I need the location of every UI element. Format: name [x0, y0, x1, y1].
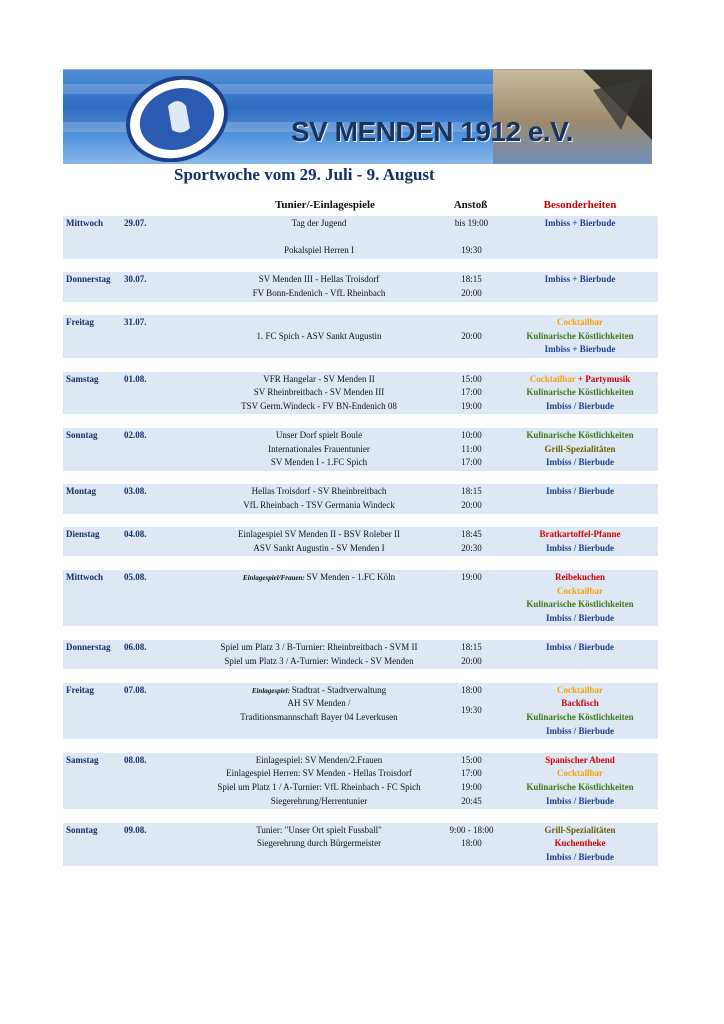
extra-item: Kulinarische Köstlichkeiten: [526, 782, 634, 792]
match-cell: [190, 287, 448, 301]
kickoff-time: 18:00: [461, 838, 482, 849]
match-text: Tag der Jugend: [291, 218, 347, 228]
date-label: 05.08.: [124, 572, 147, 582]
kickoff-time: 15:00: [461, 754, 482, 765]
date-label: 04.08.: [124, 529, 147, 540]
extra-item: Imbiss / Bierbude: [545, 725, 614, 736]
extra-cell: [500, 429, 660, 443]
extra-cell: [500, 585, 660, 599]
extra-item: Kulinarische Köstlichkeiten: [526, 387, 634, 398]
extra-item: Imbiss / Bierbude: [545, 795, 614, 806]
match-cell: [190, 443, 448, 457]
extra-item: Cocktailbar: [557, 768, 603, 779]
match-prefix: Einlagespiel:: [251, 686, 292, 695]
extra-cell: [500, 767, 660, 781]
match-text: SV Menden I - 1.FC Spich: [270, 457, 368, 468]
match-cell: [190, 641, 448, 655]
extra-item: Kuchentheke: [554, 838, 606, 849]
match-text: SV Menden - 1.FC Köln: [306, 572, 396, 582]
date-label: 09.08.: [124, 824, 147, 835]
kickoff-time: 11:00: [461, 443, 482, 454]
extra-cell: [500, 684, 660, 698]
extra-cell: [500, 456, 660, 470]
day-label: Samstag: [66, 373, 99, 384]
extra-cell: [500, 316, 660, 330]
match-text: TSV Germ.Windeck - FV BN-Endenich 08: [241, 400, 397, 411]
page-title: Sportwoche vom 29. Juli - 9. August: [174, 165, 435, 184]
kickoff-time: 19:30: [461, 705, 482, 716]
match-text: 1. FC Spich - ASV Sankt Augustin: [256, 330, 382, 341]
extra-item: Grill-Spezialitäten: [544, 443, 616, 454]
match-text: Spiel um Platz 1 / A-Turnier: VfL Rheinbach - FC Spich: [217, 782, 421, 792]
date-label: 30.07.: [124, 274, 147, 285]
extra-cell: [500, 754, 660, 768]
column-header-extras: Besonderheiten: [543, 199, 617, 211]
match-cell: [190, 754, 448, 768]
extra-cell: [500, 443, 660, 457]
match-text: VfL Rheinbach - TSV Germania Windeck: [243, 500, 395, 510]
date-label: 01.08.: [124, 373, 147, 384]
kickoff-time: 19:30: [461, 245, 482, 256]
extra-item: Imbiss / Bierbude: [545, 400, 614, 411]
match-cell: [190, 571, 448, 586]
match-text: Spiel um Platz 3 / B-Turnier: Rheinbreitbach - SVM II: [220, 642, 418, 652]
extra-item: Partymusik: [585, 373, 631, 384]
date-label: 02.08.: [124, 430, 147, 440]
extra-item: Imbiss / Bierbude: [545, 852, 614, 862]
match-cell: [190, 781, 448, 795]
date-label: 06.08.: [124, 642, 147, 652]
match-cell: [190, 684, 448, 699]
day-label: Dienstag: [66, 529, 100, 540]
match-cell: [190, 456, 448, 470]
match-cell: [190, 400, 448, 414]
kickoff-time: 19:00: [461, 572, 482, 582]
match-cell: [190, 499, 448, 513]
extra-cell: [500, 343, 660, 357]
match-cell: [190, 330, 448, 344]
kickoff-time: 19:00: [461, 782, 482, 792]
kickoff-time: 19:00: [461, 400, 482, 411]
extra-item: Kulinarische Köstlichkeiten: [526, 430, 634, 440]
extra-cell: [500, 373, 660, 387]
extra-cell: [500, 598, 660, 612]
extra-item: Cocktailbar: [557, 684, 603, 695]
extra-cell: [500, 697, 660, 711]
kickoff-time: 18:00: [461, 684, 482, 695]
extra-item: Imbiss / Bierbude: [545, 612, 614, 623]
match-text: Einlagespiel SV Menden II - BSV Roleber II: [238, 529, 400, 540]
day-label: Donnerstag: [66, 274, 111, 285]
extra-cell: [500, 485, 660, 499]
match-text: Siegerehrung durch Bürgermeister: [256, 838, 382, 849]
club-name: SV MENDEN 1912 e.V.: [291, 116, 574, 147]
extra-item: Kulinarische Köstlichkeiten: [526, 712, 634, 722]
extra-item: Imbiss / Bierbude: [545, 486, 614, 497]
match-text: Traditionsmannschaft Bayer 04 Leverkusen: [240, 712, 398, 722]
date-label: 29.07.: [124, 218, 147, 228]
match-text: AH SV Menden /: [287, 698, 351, 709]
extra-cell: [500, 837, 660, 851]
extra-cell: [500, 400, 660, 414]
extra-cell: [500, 386, 660, 400]
kickoff-time: 18:45: [461, 529, 482, 540]
kickoff-time: bis 19:00: [454, 218, 489, 228]
kickoff-time: 20:00: [461, 288, 482, 298]
match-text: VFR Hangelar - SV Menden II: [263, 373, 375, 384]
extra-cell: [500, 781, 660, 795]
kickoff-time: 10:00: [461, 430, 482, 440]
extra-cell: [500, 795, 660, 809]
kickoff-time: 18:15: [461, 642, 482, 652]
kickoff-time: 17:00: [461, 457, 482, 468]
extra-item: Backfisch: [561, 698, 599, 709]
match-text: Einlagespiel: SV Menden/2.Frauen: [255, 754, 383, 765]
kickoff-time: 20:00: [461, 330, 482, 341]
extra-item: Cocktailbar: [529, 373, 576, 384]
match-cell: [190, 697, 448, 711]
day-label: Sonntag: [66, 430, 98, 440]
match-cell: [190, 386, 448, 400]
match-prefix: Einlagespiel/Frauen:: [242, 574, 307, 582]
extra-item: Reibekuchen: [554, 572, 605, 582]
match-cell: [190, 795, 448, 809]
match-text: FV Bonn-Endenich - VfL Rheinbach: [252, 288, 386, 298]
extra-cell: [500, 824, 660, 838]
match-text: Stadtrat - Stadtverwaltung: [291, 684, 387, 695]
match-cell: [190, 429, 448, 443]
match-text: Unser Dorf spielt Boule: [275, 430, 363, 440]
kickoff-time: 20:00: [461, 655, 482, 666]
extra-item: Imbiss / Bierbude: [545, 542, 614, 553]
date-label: 03.08.: [124, 486, 147, 497]
kickoff-time: 18:15: [461, 486, 482, 497]
date-label: 08.08.: [124, 754, 147, 765]
match-cell: [190, 217, 448, 231]
match-cell: [190, 824, 448, 838]
extra-item: +: [575, 373, 586, 384]
kickoff-time: 15:00: [461, 373, 482, 384]
match-cell: [190, 373, 448, 387]
day-label: Samstag: [66, 754, 99, 765]
match-text: SV Menden III - Hellas Troisdorf: [258, 274, 380, 285]
day-label: Mittwoch: [66, 572, 103, 582]
match-text: Einlagespiel Herren: SV Menden - Hellas Troisdorf: [226, 768, 412, 779]
extra-item: Imbiss / Bierbude: [545, 642, 614, 652]
match-text: Hellas Troisdorf - SV Rheinbreitbach: [251, 486, 387, 497]
extra-item: Imbiss + Bierbude: [544, 218, 616, 228]
date-label: 31.07.: [124, 317, 147, 328]
day-label: Freitag: [66, 317, 94, 328]
column-header-matches: Tunier/-Einlagespiele: [275, 199, 375, 211]
match-text: SV Rheinbreitbach - SV Menden III: [253, 387, 385, 398]
kickoff-time: 17:00: [461, 387, 482, 398]
column-header-kickoff: Anstoß: [453, 199, 488, 211]
match-text: Tunier: "Unser Ort spielt Fussball": [256, 824, 382, 835]
extra-item: Imbiss + Bierbude: [544, 344, 616, 355]
extra-item: Kulinarische Köstlichkeiten: [526, 330, 634, 341]
kickoff-time: 20:30: [461, 542, 482, 553]
extra-item: Cocktailbar: [557, 585, 603, 596]
match-cell: [190, 711, 448, 725]
extra-item: Imbiss + Bierbude: [544, 274, 616, 285]
kickoff-time: 18:15: [461, 274, 482, 285]
extra-cell: [500, 542, 660, 556]
extra-item: Spanischer Abend: [545, 754, 615, 765]
match-text: Pokalspiel Herren I: [284, 245, 354, 256]
extra-cell: [500, 612, 660, 626]
day-label: Freitag: [66, 684, 94, 695]
extra-cell: [500, 725, 660, 739]
match-cell: [190, 485, 448, 499]
extra-cell: [500, 273, 660, 287]
extra-item: Grill-Spezialitäten: [544, 824, 616, 835]
kickoff-time: 9:00 - 18:00: [449, 824, 494, 835]
club-banner: [63, 69, 652, 164]
kickoff-time: 20:45: [461, 795, 482, 806]
day-label: Sonntag: [66, 824, 98, 835]
match-cell: [190, 767, 448, 781]
match-cell: [190, 273, 448, 287]
extra-cell: [500, 641, 660, 655]
match-cell: [190, 542, 448, 556]
extra-cell: [500, 330, 660, 344]
match-cell: [190, 655, 448, 669]
match-text: Siegerehrung/Herrentunier: [270, 795, 368, 806]
extra-item: Cocktailbar: [557, 317, 603, 328]
day-label: Montag: [66, 486, 96, 497]
extra-item: Imbiss / Bierbude: [545, 457, 614, 468]
extra-cell: [500, 571, 660, 585]
extra-item: Kulinarische Köstlichkeiten: [526, 599, 634, 610]
extra-cell: [500, 851, 660, 865]
kickoff-time: 20:00: [461, 500, 482, 510]
match-text: Internationales Frauentunier: [268, 443, 370, 454]
kickoff-time: 17:00: [461, 768, 482, 779]
date-label: 07.08.: [124, 684, 147, 695]
match-cell: [190, 837, 448, 851]
club-crest-logo: [118, 76, 236, 162]
match-text: ASV Sankt Augustin - SV Menden I: [253, 542, 385, 553]
match-text: Spiel um Platz 3 / A-Turnier: Windeck - SV Menden: [224, 655, 414, 666]
extra-cell: [500, 711, 660, 725]
extra-item: Bratkartoffel-Pfanne: [539, 529, 621, 540]
extra-cell: [500, 217, 660, 231]
day-label: Donnerstag: [66, 642, 111, 652]
day-label: Mittwoch: [66, 218, 103, 228]
extra-cell: [500, 528, 660, 542]
match-cell: [190, 244, 448, 258]
match-cell: [190, 528, 448, 542]
